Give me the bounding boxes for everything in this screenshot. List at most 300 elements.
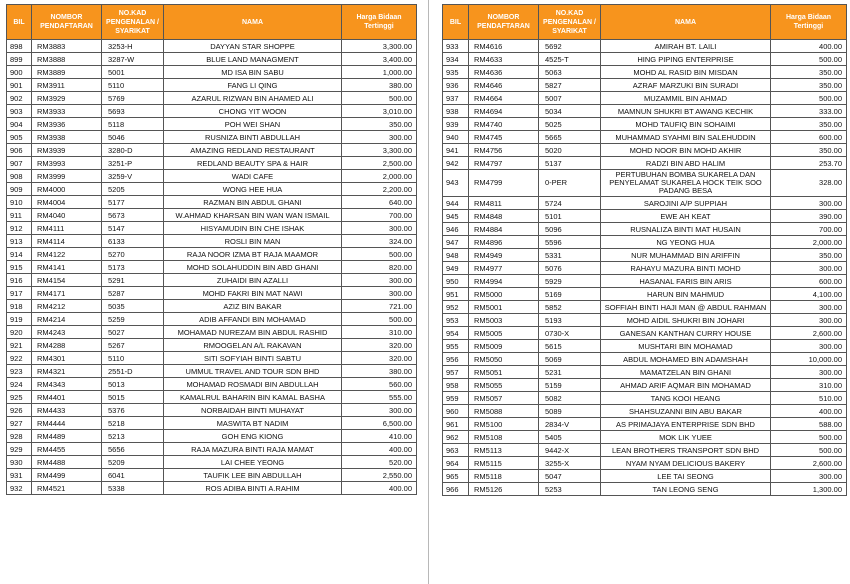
cell-no-kad: 5020 — [539, 144, 601, 157]
cell-no-kad: 5665 — [539, 131, 601, 144]
cell-no-kad: 5015 — [102, 391, 164, 404]
cell-no-kad: 5615 — [539, 340, 601, 353]
cell-no-kad: 5047 — [539, 470, 601, 483]
cell-bil: 955 — [443, 340, 469, 353]
cell-nombor-pendaftaran: RM4636 — [469, 66, 539, 79]
cell-harga: 333.00 — [771, 105, 847, 118]
cell-nama: MOHD TAUFIQ BIN SOHAIMI — [601, 118, 771, 131]
cell-bil: 901 — [7, 79, 32, 92]
cell-nama: MOHD SOLAHUDDIN BIN ABD GHANI — [164, 261, 342, 274]
cell-bil: 954 — [443, 327, 469, 340]
table-row — [443, 392, 847, 405]
cell-nama: FANG LI QING — [164, 79, 342, 92]
table-row — [7, 352, 417, 365]
table-row — [443, 66, 847, 79]
cell-nombor-pendaftaran: RM5126 — [469, 483, 539, 496]
cell-nama: RAHAYU MAZURA BINTI MOHD — [601, 262, 771, 275]
cell-nama: AMAZING REDLAND RESTAURANT — [164, 144, 342, 157]
cell-no-kad: 5656 — [102, 443, 164, 456]
table-row — [7, 196, 417, 209]
cell-bil: 948 — [443, 249, 469, 262]
cell-harga: 350.00 — [771, 79, 847, 92]
table-row — [7, 157, 417, 170]
cell-bil: 962 — [443, 431, 469, 444]
table-row — [7, 430, 417, 443]
cell-bil: 910 — [7, 196, 32, 209]
cell-harga: 300.00 — [771, 314, 847, 327]
cell-no-kad: 5724 — [539, 197, 601, 210]
cell-nombor-pendaftaran: RM4111 — [32, 222, 102, 235]
cell-nombor-pendaftaran: RM5118 — [469, 470, 539, 483]
cell-nombor-pendaftaran: RM3929 — [32, 92, 102, 105]
cell-nombor-pendaftaran: RM5003 — [469, 314, 539, 327]
cell-bil: 935 — [443, 66, 469, 79]
cell-no-kad: 5082 — [539, 392, 601, 405]
cell-no-kad: 3253-H — [102, 40, 164, 53]
cell-bil: 937 — [443, 92, 469, 105]
cell-bil: 921 — [7, 339, 32, 352]
cell-nombor-pendaftaran: RM4214 — [32, 313, 102, 326]
cell-no-kad: 2551-D — [102, 365, 164, 378]
cell-nama: WADI CAFE — [164, 170, 342, 183]
cell-nombor-pendaftaran: RM4646 — [469, 79, 539, 92]
cell-nama: MOHAMAD ROSMADI BIN ABDULLAH — [164, 378, 342, 391]
cell-harga: 3,300.00 — [342, 40, 417, 53]
cell-nombor-pendaftaran: RM5088 — [469, 405, 539, 418]
cell-harga: 520.00 — [342, 456, 417, 469]
cell-harga: 700.00 — [342, 209, 417, 222]
cell-harga: 600.00 — [771, 275, 847, 288]
cell-harga: 3,300.00 — [342, 144, 417, 157]
cell-harga: 560.00 — [342, 378, 417, 391]
cell-no-kad: 5007 — [539, 92, 601, 105]
cell-harga: 500.00 — [342, 313, 417, 326]
cell-nama: ROS ADIBA BINTI A.RAHIM — [164, 482, 342, 495]
cell-no-kad: 5693 — [102, 105, 164, 118]
table-row — [7, 66, 417, 79]
cell-nombor-pendaftaran: RM5100 — [469, 418, 539, 431]
cell-nama: PERTUBUHAN BOMBA SUKARELA DAN PENYELAMAT SUKARELA HOCK TEIK SOO PADANG BESA — [601, 170, 771, 197]
cell-nombor-pendaftaran: RM4694 — [469, 105, 539, 118]
cell-bil: 966 — [443, 483, 469, 496]
cell-bil: 899 — [7, 53, 32, 66]
cell-nama: MUSHTARI BIN MOHAMAD — [601, 340, 771, 353]
cell-bil: 909 — [7, 183, 32, 196]
cell-no-kad: 5253 — [539, 483, 601, 496]
cell-bil: 922 — [7, 352, 32, 365]
cell-nombor-pendaftaran: RM4321 — [32, 365, 102, 378]
cell-nama: MAMATZELAN BIN GHANI — [601, 366, 771, 379]
cell-nombor-pendaftaran: RM3939 — [32, 144, 102, 157]
table-row — [443, 314, 847, 327]
cell-no-kad: 5376 — [102, 404, 164, 417]
cell-nama: UMMUL TRAVEL AND TOUR SDN BHD — [164, 365, 342, 378]
cell-bil: 911 — [7, 209, 32, 222]
table-row — [7, 378, 417, 391]
cell-nombor-pendaftaran: RM4288 — [32, 339, 102, 352]
cell-harga: 350.00 — [771, 66, 847, 79]
cell-bil: 908 — [7, 170, 32, 183]
cell-harga: 2,200.00 — [342, 183, 417, 196]
cell-no-kad: 5035 — [102, 300, 164, 313]
table-row — [443, 405, 847, 418]
cell-nombor-pendaftaran: RM4343 — [32, 378, 102, 391]
cell-nombor-pendaftaran: RM4994 — [469, 275, 539, 288]
cell-harga: 400.00 — [771, 405, 847, 418]
cell-harga: 328.00 — [771, 170, 847, 197]
cell-nama: ADIB AFFANDI BIN MOHAMAD — [164, 313, 342, 326]
cell-nama: SHAHSUZANNI BIN ABU BAKAR — [601, 405, 771, 418]
cell-harga: 2,000.00 — [771, 236, 847, 249]
cell-bil: 926 — [7, 404, 32, 417]
cell-harga: 300.00 — [342, 287, 417, 300]
cell-nombor-pendaftaran: RM5009 — [469, 340, 539, 353]
cell-nama: ROSLI BIN MAN — [164, 235, 342, 248]
cell-nombor-pendaftaran: RM3883 — [32, 40, 102, 53]
table-row — [443, 327, 847, 340]
cell-harga: 500.00 — [771, 92, 847, 105]
cell-harga: 4,100.00 — [771, 288, 847, 301]
cell-nombor-pendaftaran: RM5051 — [469, 366, 539, 379]
cell-nama: MASWITA BT NADIM — [164, 417, 342, 430]
cell-no-kad: 3251-P — [102, 157, 164, 170]
cell-nama: SAROJINI A/P SUPPIAH — [601, 197, 771, 210]
cell-nama: W.AHMAD KHARSAN BIN WAN WAN ISMAIL — [164, 209, 342, 222]
cell-nombor-pendaftaran: RM4745 — [469, 131, 539, 144]
cell-nama: AMIRAH BT. LAILI — [601, 40, 771, 53]
header-nombor-pendaftaran: NOMBOR PENDAFTARAN — [32, 5, 102, 40]
cell-bil: 959 — [443, 392, 469, 405]
cell-nombor-pendaftaran: RM4004 — [32, 196, 102, 209]
table-panel-right — [442, 4, 846, 496]
cell-harga: 253.70 — [771, 157, 847, 170]
cell-bil: 900 — [7, 66, 32, 79]
cell-harga: 2,000.00 — [342, 170, 417, 183]
cell-nama: SITI SOFYIAH BINTI SABTU — [164, 352, 342, 365]
cell-bil: 915 — [7, 261, 32, 274]
cell-bil: 918 — [7, 300, 32, 313]
cell-nama: SOFFIAH BINTI HAJI MAN @ ABDUL RAHMAN — [601, 301, 771, 314]
cell-no-kad: 5096 — [539, 223, 601, 236]
cell-nama: RMOOGELAN A/L RAKAVAN — [164, 339, 342, 352]
cell-nama: NUR MUHAMMAD BIN ARIFFIN — [601, 249, 771, 262]
table-row — [443, 157, 847, 170]
cell-no-kad: 5331 — [539, 249, 601, 262]
table-row — [7, 417, 417, 430]
cell-bil: 925 — [7, 391, 32, 404]
cell-bil: 914 — [7, 248, 32, 261]
cell-no-kad: 3280-D — [102, 144, 164, 157]
cell-bil: 907 — [7, 157, 32, 170]
cell-no-kad: 5177 — [102, 196, 164, 209]
cell-nombor-pendaftaran: RM4301 — [32, 352, 102, 365]
cell-no-kad: 4525-T — [539, 53, 601, 66]
cell-bil: 933 — [443, 40, 469, 53]
cell-nombor-pendaftaran: RM5050 — [469, 353, 539, 366]
table-header-row — [443, 5, 847, 40]
cell-nama: ZUHAIDI BIN AZALLI — [164, 274, 342, 287]
cell-no-kad: 5405 — [539, 431, 601, 444]
table-row — [7, 235, 417, 248]
cell-nombor-pendaftaran: RM4949 — [469, 249, 539, 262]
table-row — [7, 92, 417, 105]
table-row — [7, 456, 417, 469]
cell-nombor-pendaftaran: RM5108 — [469, 431, 539, 444]
table-row — [443, 118, 847, 131]
cell-bil: 916 — [7, 274, 32, 287]
cell-nombor-pendaftaran: RM5000 — [469, 288, 539, 301]
cell-nombor-pendaftaran: RM4977 — [469, 262, 539, 275]
cell-harga: 300.00 — [771, 197, 847, 210]
cell-nama: MD ISA BIN SABU — [164, 66, 342, 79]
cell-nombor-pendaftaran: RM3889 — [32, 66, 102, 79]
cell-nombor-pendaftaran: RM4616 — [469, 40, 539, 53]
cell-bil: 957 — [443, 366, 469, 379]
cell-harga: 640.00 — [342, 196, 417, 209]
cell-nama: HISYAMUDIN BIN CHE ISHAK — [164, 222, 342, 235]
table-row — [443, 379, 847, 392]
cell-bil: 905 — [7, 131, 32, 144]
cell-no-kad: 5027 — [102, 326, 164, 339]
cell-bil: 951 — [443, 288, 469, 301]
cell-no-kad: 5034 — [539, 105, 601, 118]
cell-nombor-pendaftaran: RM4664 — [469, 92, 539, 105]
table-row — [443, 431, 847, 444]
cell-nombor-pendaftaran: RM4489 — [32, 430, 102, 443]
cell-nama: AZARUL RIZWAN BIN AHAMED ALI — [164, 92, 342, 105]
cell-nombor-pendaftaran: RM4799 — [469, 170, 539, 197]
cell-nombor-pendaftaran: RM4000 — [32, 183, 102, 196]
cell-harga: 300.00 — [342, 404, 417, 417]
cell-bil: 944 — [443, 197, 469, 210]
cell-no-kad: 5069 — [539, 353, 601, 366]
cell-bil: 924 — [7, 378, 32, 391]
cell-nama: DAYYAN STAR SHOPPE — [164, 40, 342, 53]
cell-harga: 820.00 — [342, 261, 417, 274]
cell-bil: 953 — [443, 314, 469, 327]
cell-nama: LEAN BROTHERS TRANSPORT SDN BHD — [601, 444, 771, 457]
cell-bil: 947 — [443, 236, 469, 249]
cell-nama: LAI CHEE YEONG — [164, 456, 342, 469]
cell-nama: KAMALRUL BAHARIN BIN KAMAL BASHA — [164, 391, 342, 404]
table-row — [443, 144, 847, 157]
header-nama: NAMA — [601, 5, 771, 40]
cell-bil: 920 — [7, 326, 32, 339]
cell-nama: MOK LIK YUEE — [601, 431, 771, 444]
cell-nombor-pendaftaran: RM4740 — [469, 118, 539, 131]
cell-nombor-pendaftaran: RM3933 — [32, 105, 102, 118]
cell-nama: MOHAMAD NUREZAM BIN ABDUL RASHID — [164, 326, 342, 339]
cell-bil: 958 — [443, 379, 469, 392]
cell-nama: NG YEONG HUA — [601, 236, 771, 249]
cell-no-kad: 5596 — [539, 236, 601, 249]
cell-nombor-pendaftaran: RM4122 — [32, 248, 102, 261]
cell-nama: REDLAND BEAUTY SPA & HAIR — [164, 157, 342, 170]
table-panel-left — [6, 4, 416, 495]
header-harga-bidaan: Harga Bidaan Tertinggi — [771, 5, 847, 40]
table-row — [7, 391, 417, 404]
cell-harga: 6,500.00 — [342, 417, 417, 430]
cell-no-kad: 5137 — [539, 157, 601, 170]
cell-bil: 917 — [7, 287, 32, 300]
cell-nama: RAJA MAZURA BINTI RAJA MAMAT — [164, 443, 342, 456]
table-row — [443, 236, 847, 249]
cell-nama: AHMAD ARIF AQMAR BIN MOHAMAD — [601, 379, 771, 392]
panel-divider — [428, 0, 429, 584]
cell-no-kad: 5209 — [102, 456, 164, 469]
cell-harga: 310.00 — [771, 379, 847, 392]
cell-no-kad: 0730-X — [539, 327, 601, 340]
cell-nama: TAUFIK LEE BIN ABDULLAH — [164, 469, 342, 482]
cell-no-kad: 5173 — [102, 261, 164, 274]
table-row — [443, 170, 847, 197]
cell-nombor-pendaftaran: RM5113 — [469, 444, 539, 457]
cell-harga: 310.00 — [342, 326, 417, 339]
table-row — [7, 118, 417, 131]
cell-no-kad: 5291 — [102, 274, 164, 287]
cell-bil: 913 — [7, 235, 32, 248]
cell-bil: 960 — [443, 405, 469, 418]
table-row — [7, 53, 417, 66]
cell-no-kad: 6133 — [102, 235, 164, 248]
cell-bil: 941 — [443, 144, 469, 157]
cell-no-kad: 5193 — [539, 314, 601, 327]
cell-no-kad: 5827 — [539, 79, 601, 92]
cell-bil: 932 — [7, 482, 32, 495]
table-row — [7, 131, 417, 144]
cell-no-kad: 5025 — [539, 118, 601, 131]
cell-nombor-pendaftaran: RM4243 — [32, 326, 102, 339]
cell-harga: 300.00 — [771, 470, 847, 483]
cell-nama: NORBAIDAH BINTI MUHAYAT — [164, 404, 342, 417]
cell-bil: 939 — [443, 118, 469, 131]
cell-no-kad: 5852 — [539, 301, 601, 314]
cell-nama: TANG KOOI HEANG — [601, 392, 771, 405]
cell-bil: 902 — [7, 92, 32, 105]
cell-nombor-pendaftaran: RM4455 — [32, 443, 102, 456]
cell-harga: 300.00 — [771, 262, 847, 275]
cell-harga: 3,010.00 — [342, 105, 417, 118]
cell-nama: BLUE LAND MANAGMENT — [164, 53, 342, 66]
cell-nama: POH WEI SHAN — [164, 118, 342, 131]
cell-nombor-pendaftaran: RM4756 — [469, 144, 539, 157]
cell-nombor-pendaftaran: RM5057 — [469, 392, 539, 405]
cell-no-kad: 5046 — [102, 131, 164, 144]
table-row — [7, 443, 417, 456]
table-row — [443, 197, 847, 210]
cell-no-kad: 5169 — [539, 288, 601, 301]
table-row — [443, 131, 847, 144]
bid-table-right — [442, 4, 847, 496]
table-row — [443, 40, 847, 53]
cell-nama: HING PIPING ENTERPRISE — [601, 53, 771, 66]
cell-no-kad: 5259 — [102, 313, 164, 326]
cell-harga: 400.00 — [342, 482, 417, 495]
cell-nama: MOHD AIDIL SHUKRI BIN JOHARI — [601, 314, 771, 327]
table-row — [443, 92, 847, 105]
cell-nama: MUHAMMAD SYAHMI BIN SALEHUDDIN — [601, 131, 771, 144]
table-row — [443, 470, 847, 483]
cell-harga: 3,400.00 — [342, 53, 417, 66]
cell-harga: 380.00 — [342, 365, 417, 378]
table-row — [7, 105, 417, 118]
cell-nombor-pendaftaran: RM5055 — [469, 379, 539, 392]
cell-nama: WONG HEE HUA — [164, 183, 342, 196]
table-row — [7, 79, 417, 92]
table-row — [443, 53, 847, 66]
cell-nombor-pendaftaran: RM3888 — [32, 53, 102, 66]
cell-nombor-pendaftaran: RM4040 — [32, 209, 102, 222]
cell-nama: RUSNALIZA BINTI MAT HUSAIN — [601, 223, 771, 236]
cell-no-kad: 3255-X — [539, 457, 601, 470]
header-bil: BIL — [443, 5, 469, 40]
cell-no-kad: 5076 — [539, 262, 601, 275]
cell-nombor-pendaftaran: RM3938 — [32, 131, 102, 144]
table-row — [7, 274, 417, 287]
table-row — [443, 353, 847, 366]
header-nama: NAMA — [164, 5, 342, 40]
cell-bil: 929 — [7, 443, 32, 456]
cell-bil: 930 — [7, 456, 32, 469]
table-row — [443, 418, 847, 431]
cell-nombor-pendaftaran: RM3999 — [32, 170, 102, 183]
cell-bil: 942 — [443, 157, 469, 170]
cell-nombor-pendaftaran: RM4521 — [32, 482, 102, 495]
cell-bil: 928 — [7, 430, 32, 443]
cell-nama: MOHD FAKRI BIN MAT NAWI — [164, 287, 342, 300]
table-row — [7, 40, 417, 53]
cell-harga: 500.00 — [342, 248, 417, 261]
cell-no-kad: 5673 — [102, 209, 164, 222]
cell-nama: AZRAF MARZUKI BIN SURADI — [601, 79, 771, 92]
cell-harga: 390.00 — [771, 210, 847, 223]
bid-table-left — [6, 4, 417, 495]
cell-nama: ABDUL MOHAMED BIN ADAMSHAH — [601, 353, 771, 366]
cell-no-kad: 5267 — [102, 339, 164, 352]
table-row — [443, 483, 847, 496]
cell-bil: 940 — [443, 131, 469, 144]
cell-nama: RAJA NOOR IZMA BT RAJA MAAMOR — [164, 248, 342, 261]
cell-harga: 350.00 — [771, 249, 847, 262]
header-bil: BIL — [7, 5, 32, 40]
cell-no-kad: 5013 — [102, 378, 164, 391]
table-row — [7, 482, 417, 495]
cell-bil: 936 — [443, 79, 469, 92]
cell-no-kad: 5089 — [539, 405, 601, 418]
cell-nama: AZIZ BIN BAKAR — [164, 300, 342, 313]
cell-bil: 927 — [7, 417, 32, 430]
table-row — [7, 365, 417, 378]
table-row — [443, 105, 847, 118]
cell-no-kad: 5287 — [102, 287, 164, 300]
table-row — [7, 209, 417, 222]
cell-harga: 10,000.00 — [771, 353, 847, 366]
cell-no-kad: 5063 — [539, 66, 601, 79]
cell-harga: 400.00 — [771, 40, 847, 53]
cell-bil: 943 — [443, 170, 469, 197]
cell-harga: 350.00 — [771, 144, 847, 157]
cell-nama: HARUN BIN MAHMUD — [601, 288, 771, 301]
cell-nombor-pendaftaran: RM4171 — [32, 287, 102, 300]
cell-nombor-pendaftaran: RM5005 — [469, 327, 539, 340]
cell-harga: 2,550.00 — [342, 469, 417, 482]
cell-nombor-pendaftaran: RM3911 — [32, 79, 102, 92]
cell-harga: 300.00 — [342, 274, 417, 287]
table-row — [7, 144, 417, 157]
table-row — [443, 457, 847, 470]
table-row — [443, 275, 847, 288]
cell-nombor-pendaftaran: RM4488 — [32, 456, 102, 469]
